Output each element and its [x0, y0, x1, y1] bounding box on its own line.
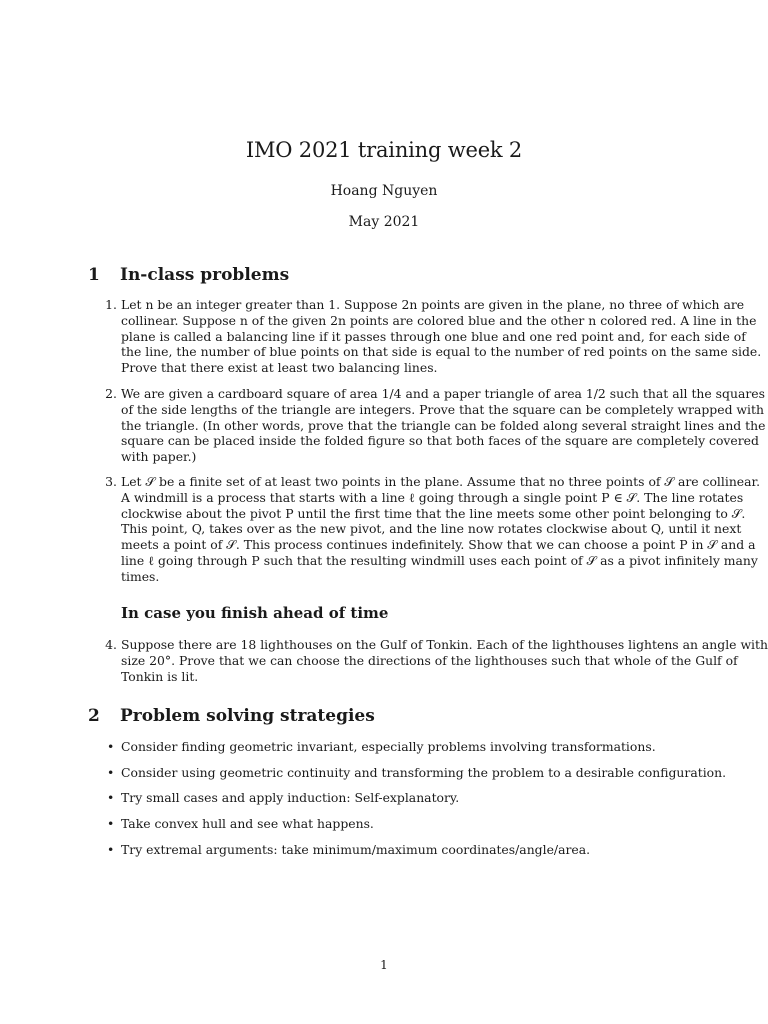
section-heading-in-class-problems — [88, 265, 289, 285]
problem-line: This point, Q, takes over as the new pivot, and the line now rotates clockwise about Q, until it next — [121, 521, 742, 537]
problem-line: Tonkin is lit. — [121, 668, 199, 684]
bullet-icon: • — [107, 790, 115, 805]
strategy-item — [107, 816, 681, 832]
problem-line: the line, the number of blue points on that side is equal to the number of red points on the same side. — [121, 344, 762, 360]
problem-line: Suppose there are 18 lighthouses on the Gulf of Tonkin. Each of the lighthouses lightens an angle with — [121, 637, 768, 652]
strategy-item — [107, 842, 681, 858]
problem-line: times. — [121, 568, 160, 584]
section-title: Problem solving strategies — [120, 706, 375, 726]
problem-3 — [105, 474, 761, 585]
bullet-icon: • — [107, 739, 115, 754]
problem-line: line ℓ going through P such that the resulting windmill uses each point of 𝒮 as a pivot infinitely many — [121, 552, 758, 568]
problem-line: Prove that there exist at least two balancing lines. — [121, 360, 438, 376]
strategy-text: Try extremal arguments: take minimum/maximum coordinates/angle/area. — [121, 842, 591, 857]
problem-marker: 1. — [105, 297, 117, 312]
problem-line: square can be placed inside the folded figure so that both faces of the square are completely covered — [121, 433, 759, 449]
problem-line: with paper.) — [121, 449, 197, 465]
strategy-text: Consider finding geometric invariant, especially problems involving transformations. — [121, 739, 656, 754]
problem-line: size 20°. Prove that we can choose the directions of the lighthouses such that whole of the Gulf of — [121, 652, 738, 668]
problem-1 — [105, 297, 762, 376]
problem-marker: 2. — [105, 386, 117, 401]
problem-line: collinear. Suppose n of the given 2n points are colored blue and the other n colored red. A line in the — [121, 312, 757, 328]
strategy-item — [107, 790, 681, 806]
problem-4 — [105, 637, 768, 684]
problem-line: A windmill is a process that starts with a line ℓ going through a single point P ∈ 𝒮. The line rotates — [121, 489, 744, 505]
subsection-heading-finish-ahead: In case you finish ahead of time — [121, 604, 389, 622]
page-number: 1 — [380, 958, 388, 972]
problem-2 — [105, 386, 766, 465]
strategy-item — [107, 765, 727, 781]
problem-marker: 3. — [105, 474, 117, 489]
bullet-icon: • — [107, 842, 115, 857]
problem-line: Let n be an integer greater than 1. Suppose 2n points are given in the plane, no three of which are — [121, 297, 745, 312]
bullet-icon: • — [107, 765, 115, 780]
problem-line: clockwise about the pivot P until the first time that the line meets some other point belonging to 𝒮. — [121, 505, 746, 521]
problem-line: of the side lengths of the triangle are integers. Prove that the square can be completely wrapped with — [121, 401, 764, 417]
strategy-item — [107, 739, 681, 755]
problem-line: plane is called a balancing line if it passes through one blue and one red point and, for each side of — [121, 328, 746, 344]
section-number: 1 — [88, 265, 100, 285]
strategy-text: Consider using geometric continuity and transforming the problem to a desirable configuration. — [121, 765, 727, 780]
problem-line: Let 𝒮 be a finite set of at least two points in the plane. Assume that no three points of 𝒮 are collinear. — [121, 474, 761, 489]
problem-marker: 4. — [105, 637, 117, 652]
strategy-text: Try small cases and apply induction: Self-explanatory. — [121, 790, 460, 805]
bullet-icon: • — [107, 816, 115, 831]
section-number: 2 — [88, 706, 100, 726]
document-title: IMO 2021 training week 2 — [245, 138, 523, 162]
problem-line: meets a point of 𝒮. This process continues indefinitely. Show that we can choose a point P in 𝒮 and a — [121, 537, 756, 553]
document-author: Hoang Nguyen — [330, 183, 438, 199]
document-date: May 2021 — [348, 214, 420, 230]
strategy-text: Take convex hull and see what happens. — [121, 816, 374, 831]
section-title: In-class problems — [120, 265, 290, 285]
section-heading-problem-solving-strategies — [88, 706, 375, 726]
problem-line: the triangle. (In other words, prove that the triangle can be folded along several straight lines and the — [121, 417, 766, 433]
problem-line: We are given a cardboard square of area 1/4 and a paper triangle of area 1/2 such that all the squares — [121, 386, 765, 401]
